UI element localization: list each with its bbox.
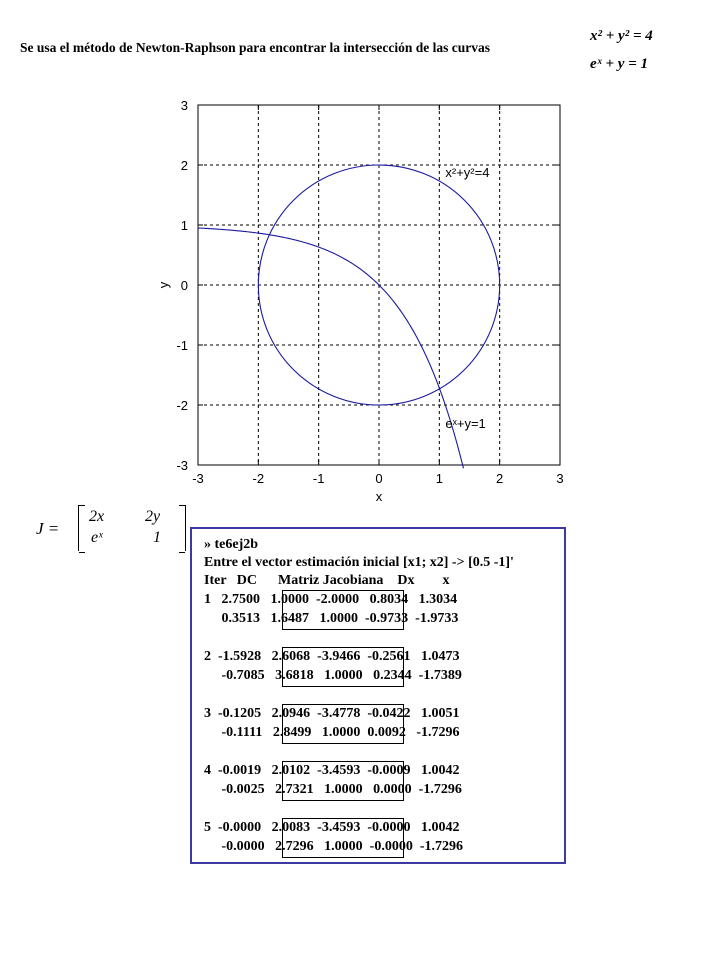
- equation-circle: x² + y² = 4: [590, 28, 653, 44]
- y-tick-label: 2: [180, 158, 188, 173]
- x-tick-label: -3: [192, 471, 204, 486]
- console-line: 2 -1.5928 2.6068 -3.9466 -0.2561 1.0473: [204, 649, 460, 664]
- console-line: 3 -0.1205 2.0946 -3.4778 -0.0422 1.0051: [204, 706, 460, 721]
- x-axis-label: x: [375, 489, 383, 504]
- jacobian-box: [282, 818, 404, 858]
- series-label-exponential: eˣ+y=1: [445, 415, 486, 431]
- console-line: 1 2.7500 1.0000 -2.0000 0.8034 1.3034: [204, 592, 458, 607]
- jacobian-cell: 2x: [89, 508, 105, 525]
- plot: [150, 90, 590, 510]
- x-tick-label: 3: [556, 471, 564, 486]
- x-tick-label: 0: [375, 471, 383, 486]
- console-line: -0.0000 2.7296 1.0000 -0.0000 -1.7296: [204, 839, 463, 854]
- jacobian-lhs: J =: [36, 519, 60, 538]
- console-line: -0.7085 3.6818 1.0000 0.2344 -1.7389: [204, 668, 462, 683]
- y-axis-label: y: [156, 281, 171, 289]
- jacobian-cell: 1: [153, 529, 161, 546]
- series-label-circle: x²+y²=4: [445, 165, 490, 180]
- console-output: [190, 527, 566, 864]
- x-tick-label: 2: [496, 471, 504, 486]
- y-tick-label: -3: [176, 458, 188, 473]
- y-tick-label: -1: [176, 338, 188, 353]
- jacobian-box: [282, 761, 404, 801]
- console-line: 5 -0.0000 2.0083 -3.4593 -0.0000 1.0042: [204, 820, 460, 835]
- y-tick-label: 0: [180, 278, 188, 293]
- console-line: 0.3513 1.6487 1.0000 -0.9733 -1.9733: [204, 611, 459, 626]
- y-tick-label: -2: [176, 398, 188, 413]
- jacobian-cell: 2y: [145, 508, 161, 525]
- console-line: -0.0025 2.7321 1.0000 0.0000 -1.7296: [204, 782, 462, 797]
- page-title: Se usa el método de Newton-Raphson para encontrar la intersección de las curvas: [20, 40, 490, 55]
- jacobian-formula: [36, 505, 161, 553]
- jacobian-box: [282, 647, 404, 687]
- jacobian-cell: eˣ: [91, 529, 103, 546]
- jacobian-box: [282, 704, 404, 744]
- console-line: Iter DC Matriz Jacobiana Dx x: [204, 573, 450, 588]
- jacobian-matrix: [78, 505, 186, 551]
- x-tick-label: -2: [252, 471, 265, 486]
- x-tick-label: -1: [312, 471, 325, 486]
- console-line: -0.1111 2.8499 1.0000 0.0092 -1.7296: [204, 725, 460, 740]
- console-line: » te6ej2b: [204, 537, 259, 552]
- equation-exponential: eˣ + y = 1: [590, 56, 649, 72]
- series-exponential: [198, 228, 463, 468]
- jacobian-box: [282, 590, 404, 630]
- y-tick-label: 1: [180, 218, 188, 233]
- console-line: Entre el vector estimación inicial [x1; x2] -> [0.5 -1]': [204, 555, 514, 570]
- console-line: 4 -0.0019 2.0102 -3.4593 -0.0009 1.0042: [204, 763, 460, 778]
- x-tick-label: 1: [435, 471, 443, 486]
- y-tick-label: 3: [180, 98, 188, 113]
